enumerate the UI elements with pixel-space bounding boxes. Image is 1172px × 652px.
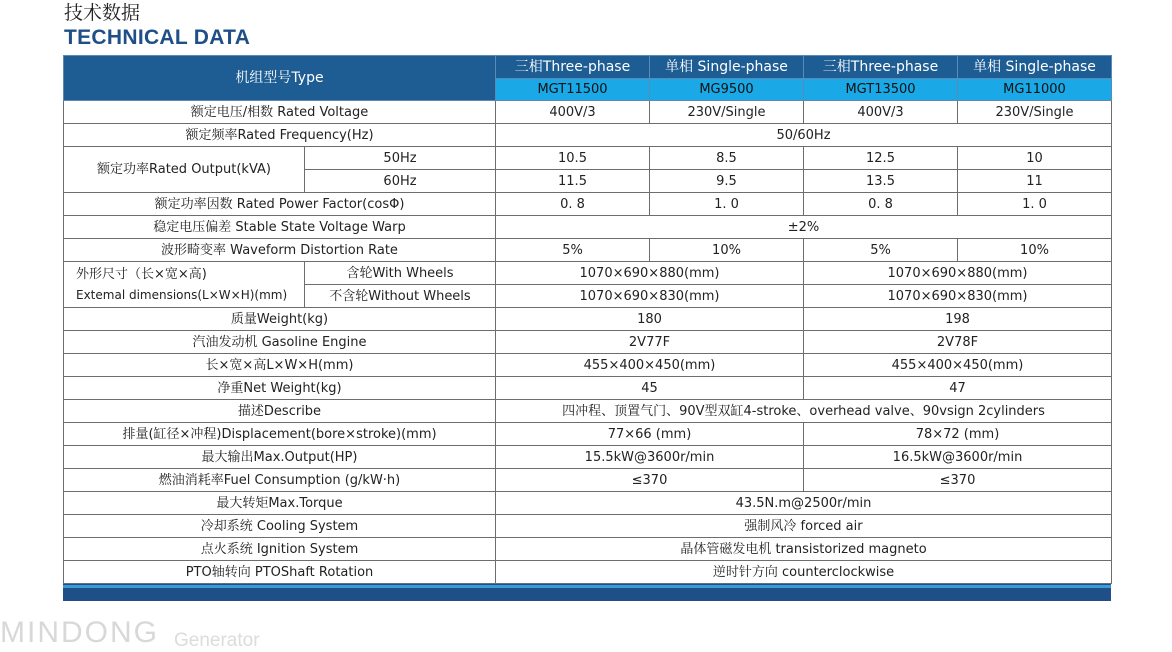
sub-label: 50Hz xyxy=(305,147,496,170)
cell-value: ≤370 xyxy=(496,469,804,492)
cell-value: 0. 8 xyxy=(496,193,650,216)
table-row xyxy=(64,515,1112,538)
table-row xyxy=(64,446,1112,469)
dimensions-label-zh: 外形尺寸（长×宽×高) xyxy=(76,266,207,282)
cell-value: 455×400×450(mm) xyxy=(496,354,804,377)
cell-value: ±2% xyxy=(496,216,1112,239)
table-row xyxy=(64,469,1112,492)
row-label: 净重Net Weight(kg) xyxy=(64,377,496,400)
table-row xyxy=(64,377,1112,400)
cell-value: 47 xyxy=(804,377,1112,400)
table-row xyxy=(64,101,1112,124)
row-label: 描述Describe xyxy=(64,400,496,423)
cell-value: 1. 0 xyxy=(650,193,804,216)
cell-value: 1070×690×880(mm) xyxy=(804,262,1112,285)
cell-value: 强制风冷 forced air xyxy=(496,515,1112,538)
sub-label: 不含轮Without Wheels xyxy=(305,285,496,308)
brand-watermark-sub: Generator xyxy=(174,630,260,651)
cell-value: 9.5 xyxy=(650,170,804,193)
cell-value: 1070×690×880(mm) xyxy=(496,262,804,285)
cell-value: 230V/Single xyxy=(958,101,1112,124)
cell-value: 12.5 xyxy=(804,147,958,170)
row-label: 稳定电压偏差 Stable State Voltage Warp xyxy=(64,216,496,239)
phase-header-1: 三相Three-phase xyxy=(496,56,650,79)
cell-value: 78×72 (mm) xyxy=(804,423,1112,446)
cell-value: 5% xyxy=(496,239,650,262)
footer-highlight-line xyxy=(63,585,1111,588)
cell-value: 2V77F xyxy=(496,331,804,354)
row-label: 波形畸变率 Waveform Distortion Rate xyxy=(64,239,496,262)
row-label: 额定功率因数 Rated Power Factor(cosΦ) xyxy=(64,193,496,216)
cell-value: 5% xyxy=(804,239,958,262)
table-row xyxy=(64,308,1112,331)
type-header: 机组型号Type xyxy=(64,56,496,101)
table-row xyxy=(64,262,1112,285)
cell-value: 400V/3 xyxy=(804,101,958,124)
table-row xyxy=(64,561,1112,584)
row-label: 最大转矩Max.Torque xyxy=(64,492,496,515)
cell-value: 8.5 xyxy=(650,147,804,170)
cell-value: 10.5 xyxy=(496,147,650,170)
cell-value: 16.5kW@3600r/min xyxy=(804,446,1112,469)
row-label: 燃油消耗率Fuel Consumption (g/kW·h) xyxy=(64,469,496,492)
dimensions-label-en: Extemal dimensions(L×W×H)(mm) xyxy=(76,287,288,302)
cell-value: 45 xyxy=(496,377,804,400)
row-label: 长×宽×高L×W×H(mm) xyxy=(64,354,496,377)
table-row xyxy=(64,400,1112,423)
page-title-en: TECHNICAL DATA xyxy=(64,26,251,49)
table-row xyxy=(64,124,1112,147)
row-label: 冷却系统 Cooling System xyxy=(64,515,496,538)
phase-header-2: 单相 Single-phase xyxy=(650,56,804,79)
model-header-2: MG9500 xyxy=(650,79,804,101)
cell-value: ≤370 xyxy=(804,469,1112,492)
table-row xyxy=(64,239,1112,262)
cell-value: 455×400×450(mm) xyxy=(804,354,1112,377)
cell-value: 198 xyxy=(804,308,1112,331)
table-row xyxy=(64,147,1112,170)
table-row xyxy=(64,423,1112,446)
row-label: 汽油发动机 Gasoline Engine xyxy=(64,331,496,354)
cell-value: 11.5 xyxy=(496,170,650,193)
cell-value: 77×66 (mm) xyxy=(496,423,804,446)
row-label: 点火系统 Ignition System xyxy=(64,538,496,561)
model-header-1: MGT11500 xyxy=(496,79,650,101)
cell-value: 11 xyxy=(958,170,1112,193)
sub-label: 60Hz xyxy=(305,170,496,193)
cell-value: 10% xyxy=(650,239,804,262)
row-label: 质量Weight(kg) xyxy=(64,308,496,331)
row-label: 最大输出Max.Output(HP) xyxy=(64,446,496,469)
table-row xyxy=(64,492,1112,515)
footer-bar xyxy=(63,584,1111,601)
cell-value: 13.5 xyxy=(804,170,958,193)
cell-value: 180 xyxy=(496,308,804,331)
cell-value: 2V78F xyxy=(804,331,1112,354)
brand-watermark: MINDONG xyxy=(0,616,159,649)
table-row xyxy=(64,331,1112,354)
sub-label: 含轮With Wheels xyxy=(305,262,496,285)
model-header-3: MGT13500 xyxy=(804,79,958,101)
cell-value: 1070×690×830(mm) xyxy=(496,285,804,308)
cell-value: 50/60Hz xyxy=(496,124,1112,147)
row-label: 排量(缸径×冲程)Displacement(bore×stroke)(mm) xyxy=(64,423,496,446)
cell-value: 230V/Single xyxy=(650,101,804,124)
table-row xyxy=(64,538,1112,561)
table-row xyxy=(64,216,1112,239)
row-label: 额定电压/相数 Rated Voltage xyxy=(64,101,496,124)
cell-value: 1. 0 xyxy=(958,193,1112,216)
table-row xyxy=(64,193,1112,216)
page-title-zh: 技术数据 xyxy=(64,2,141,24)
cell-value: 43.5N.m@2500r/min xyxy=(496,492,1112,515)
cell-value: 晶体管磁发电机 transistorized magneto xyxy=(496,538,1112,561)
row-label: 额定频率Rated Frequency(Hz) xyxy=(64,124,496,147)
dimensions-label xyxy=(64,262,305,308)
cell-value: 1070×690×830(mm) xyxy=(804,285,1112,308)
table-row xyxy=(64,354,1112,377)
cell-value: 400V/3 xyxy=(496,101,650,124)
row-label: PTO轴转向 PTOShaft Rotation xyxy=(64,561,496,584)
cell-value: 四冲程、顶置气门、90V型双缸4-stroke、overhead valve、90vsign 2cylinders xyxy=(496,400,1112,423)
header-phase-row xyxy=(64,56,1112,79)
phase-header-4: 单相 Single-phase xyxy=(958,56,1112,79)
technical-data-table xyxy=(63,55,1112,584)
model-header-4: MG11000 xyxy=(958,79,1112,101)
row-label: 额定功率Rated Output(kVA) xyxy=(64,147,305,193)
cell-value: 逆时针方向 counterclockwise xyxy=(496,561,1112,584)
cell-value: 0. 8 xyxy=(804,193,958,216)
cell-value: 10% xyxy=(958,239,1112,262)
cell-value: 15.5kW@3600r/min xyxy=(496,446,804,469)
cell-value: 10 xyxy=(958,147,1112,170)
phase-header-3: 三相Three-phase xyxy=(804,56,958,79)
